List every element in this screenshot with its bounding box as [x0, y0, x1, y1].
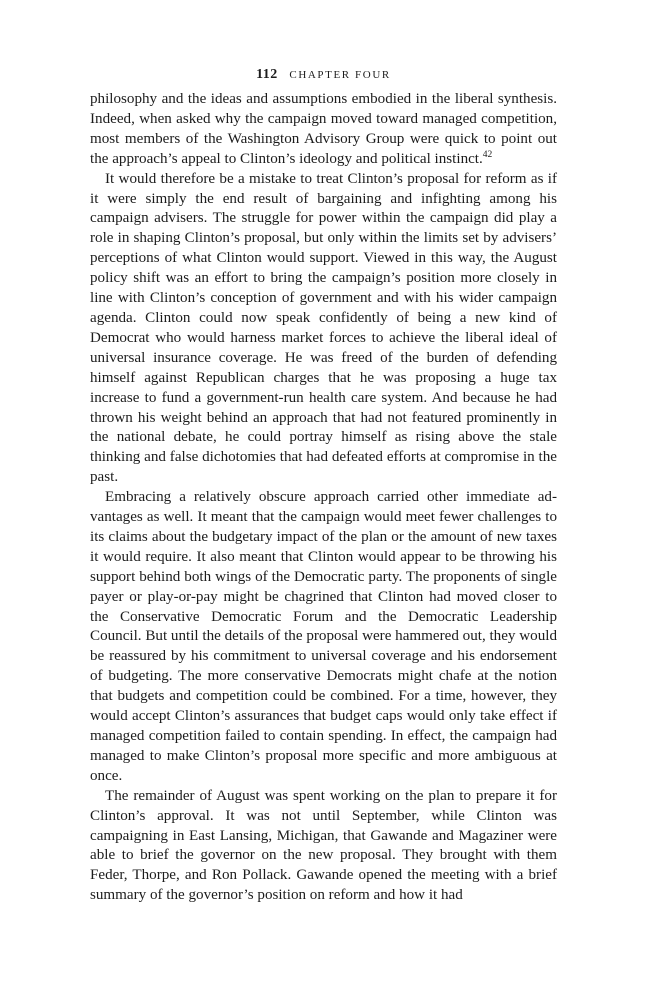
paragraph-text: philosophy and the ideas and assumptions embodied in the liberal synthesis. Indeed, when asked why the campaign moved toward managed competition, most members of the Washington Advisory Group were quick to point out the approach’s appeal to Clinton’s ideology and political instinct. [90, 91, 557, 167]
paragraph: Embracing a relatively obscure approach carried other immediate advantages as well. It meant that the campaign would meet fewer challenges to its claims about the budgetary impact of the plan or the amount of new taxes it would require. It also meant that Clinton would appear to be throwing his support behind both wings of the Democratic party. The proponents of single payer or play-or-pay might be chagrined that Clinton had moved closer to the Conservative Democratic Forum and the Democratic Leadership Council. But until the details of the proposal were hammered out, they would be reassured by his commitment to universal coverage and his endorsement of budgeting. The more conservative Democrats might chafe at the notion that budgets and competition could be combined. For a time, however, they would accept Clinton’s assurances that budget caps would only take effect if managed competition failed to contain spending. In effect, the campaign had managed to make Clinton’s proposal more specific and more ambiguous at once. [90, 489, 557, 784]
page-number: 112 [256, 67, 278, 82]
paragraph: It would therefore be a mistake to treat Clinton’s proposal for reform as if it were simply the end result of bargaining and infighting among his campaign advisers. The struggle for power within the campaign did play a role in shaping Clinton’s proposal, but only within the limits set by advisers’ perceptions of what Clinton would support. Viewed in this way, the August policy shift was an effort to bring the campaign’s position more closely in line with Clinton’s conception of government and with his wider campaign agenda. Clinton could now speak confidently of being a new kind of Democrat who would harness market forces to achieve the liberal ideal of universal insurance coverage. He was freed of the burden of defending himself against Republican charges that he was proposing a huge tax increase to fund a government-run health care system. And because he had thrown his weight behind an approach that had not featured prominently in the national debate, he could portray himself as rising above the stale thinking and false dichotomies that had defeated efforts at compromise in the past. [90, 170, 557, 486]
book-page [90, 64, 557, 906]
body-text [90, 90, 557, 906]
chapter-label: CHAPTER FOUR [289, 69, 391, 81]
running-head [90, 64, 557, 84]
footnote-marker: 42 [482, 149, 493, 160]
paragraph: The remainder of August was spent working on the plan to prepare it for Clinton’s approval. It was not until September, while Clinton was campaigning in East Lansing, Michigan, that Gawande and Magaziner were able to brief the governor on the new proposal. They brought with them Feder, Thorpe, and Ron Pollack. Gawande opened the meeting with a brief summary of the governor’s position on reform and how it had [90, 787, 557, 904]
paragraph-continued [90, 90, 557, 170]
